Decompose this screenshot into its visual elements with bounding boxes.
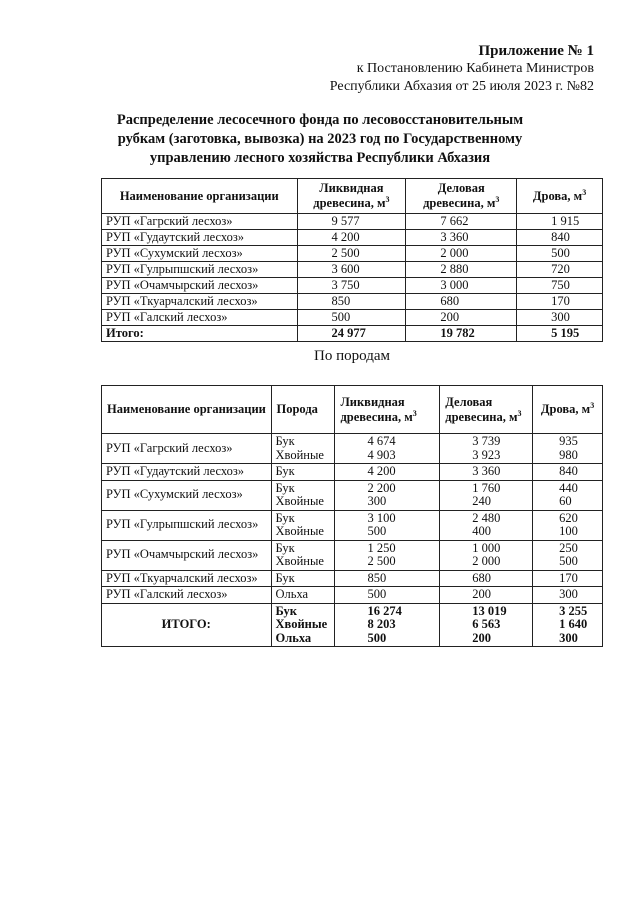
total-liquid-value: 8 203 [367,617,396,631]
species-cell [271,480,335,510]
appendix-header [330,42,594,96]
table-row [102,310,603,326]
species-cell [271,464,335,481]
liquid-cell [335,540,440,570]
business-cell-value: 2 000 [472,554,501,568]
liquid-cell [335,464,440,481]
header-species: Порода [271,386,335,434]
org-cell: РУП «Ткуарчалский лесхоз» [102,294,298,310]
business-cell [440,540,533,570]
species-cell-value: Бук [275,434,295,448]
species-cell-value: Бук [275,464,295,478]
appendix-title: Приложение № 1 [478,43,594,59]
liquid-cell: 500 [297,310,406,326]
liquid-cell-value: 500 [367,524,387,538]
species-cell [271,587,335,604]
org-cell: РУП «Гудаутский лесхоз» [102,230,298,246]
firewood-cell [533,570,603,587]
business-cell: 3 000 [406,278,517,294]
liquid-cell-value: 4 200 [367,464,396,478]
firewood-cell: 500 [517,246,603,262]
table-row [102,294,603,310]
total-business: 19 782 [406,326,517,342]
liquid-cell-value: 2 200 [367,480,396,495]
business-cell: 2 000 [406,246,517,262]
business-cell [440,480,533,510]
table-row [102,570,603,587]
firewood-cell-value: 440 [559,480,578,495]
table-row [102,434,603,464]
org-cell: РУП «Гулрыпшский лесхоз» [102,510,272,540]
business-cell: 2 880 [406,262,517,278]
header-business: Деловая древесина, $м^3$ [440,386,533,434]
firewood-cell-value: 170 [559,570,578,585]
liquid-cell: 3 750 [297,278,406,294]
document-title-line-3: управлению лесного хозяйства Республики Абхазия [149,150,491,166]
firewood-cell-value: 980 [559,447,578,462]
liquid-cell: 4 200 [297,230,406,246]
species-cell-value: Хвойные [275,554,324,568]
liquid-cell [335,570,440,587]
business-cell-value: 680 [472,570,492,585]
total-liquid [335,603,440,647]
species-cell-value: Ольха [275,587,309,601]
firewood-cell-value: 100 [559,524,578,538]
species-cell-value: Хвойные [275,524,324,538]
business-cell: 200 [406,310,517,326]
firewood-cell-value: 500 [559,554,578,568]
total-label: ИТОГО: [102,603,272,647]
liquid-cell-value: 4 903 [367,447,396,462]
total-species [271,603,335,647]
org-cell: РУП «Очамчырский лесхоз» [102,278,298,294]
header-liquid: Ликвидная древесина, $м^3$ [335,386,440,434]
total-species-value: Хвойные [275,617,328,631]
table-row [102,278,603,294]
firewood-cell [533,540,603,570]
firewood-cell: 840 [517,230,603,246]
species-cell-value: Бук [275,510,295,525]
table-row [102,587,603,604]
liquid-cell [335,480,440,510]
total-business-value: 13 019 [472,603,507,618]
business-cell [440,434,533,464]
business-cell [440,464,533,481]
header-org: Наименование организации [102,386,272,434]
firewood-cell: 170 [517,294,603,310]
firewood-cell: 300 [517,310,603,326]
business-cell: 3 360 [406,230,517,246]
firewood-cell-value: 60 [559,494,572,508]
org-cell: РУП «Очамчырский лесхоз» [102,540,272,570]
document-title [60,111,580,168]
business-cell-value: 2 480 [472,510,501,525]
firewood-cell: 720 [517,262,603,278]
table-row [102,510,603,540]
firewood-cell: 1 915 [517,214,603,230]
org-cell: РУП «Сухумский лесхоз» [102,480,272,510]
header-liquid: Ликвидная древесина, $м^3$ [297,179,406,214]
total-firewood: 5 195 [517,326,603,342]
business-cell-value: 1 760 [472,480,501,495]
species-cell [271,540,335,570]
total-business-value: 6 563 [472,617,501,631]
org-cell: РУП «Ткуарчалский лесхоз» [102,570,272,587]
species-cell [271,510,335,540]
business-cell [440,510,533,540]
table-row [102,262,603,278]
section-subtitle: По породам [314,348,390,364]
total-firewood-value: 3 255 [559,603,588,618]
total-liquid-value: 16 274 [367,603,402,618]
liquid-cell-value: 2 500 [367,554,396,568]
species-cell-value: Хвойные [275,494,324,508]
firewood-cell [533,480,603,510]
document-title-line-2: рубкам (заготовка, вывозка) на 2023 год по Государственному [117,131,523,147]
total-label: Итого: [102,326,298,342]
business-cell: 7 662 [406,214,517,230]
business-cell-value: 3 923 [472,447,501,462]
firewood-cell [533,464,603,481]
liquid-cell-value: 3 100 [367,510,396,525]
firewood-cell-value: 620 [559,510,578,525]
table-row [102,214,603,230]
liquid-cell: 3 600 [297,262,406,278]
appendix-line-1: к Постановлению Кабинета Министров [356,61,594,76]
total-row [102,603,603,647]
business-cell-value: 3 739 [472,434,501,448]
total-species-value: Бук [275,603,297,618]
distribution-table [101,178,603,342]
table-header-row [102,179,603,214]
business-cell-value: 1 000 [472,540,501,555]
species-table [101,385,603,647]
firewood-cell [533,434,603,464]
liquid-cell: 2 500 [297,246,406,262]
species-cell-value: Бук [275,480,295,495]
total-business-value: 200 [472,630,492,645]
header-firewood: Дрова, $м^3$ [517,179,603,214]
firewood-cell [533,510,603,540]
header-firewood: Дрова, $м^3$ [533,386,603,434]
table-row [102,230,603,246]
firewood-cell-value: 250 [559,540,578,555]
table-row [102,464,603,481]
species-cell-value: Бук [275,540,295,555]
total-business [440,603,533,647]
table-row [102,246,603,262]
header-org: Наименование организации [102,179,298,214]
firewood-cell-value: 300 [559,587,578,601]
total-row [102,326,603,342]
org-cell: РУП «Галский лесхоз» [102,310,298,326]
firewood-cell-value: 840 [559,464,578,478]
species-cell-value: Хвойные [275,447,324,462]
business-cell-value: 400 [472,524,492,538]
species-cell [271,434,335,464]
business-cell-value: 200 [472,587,492,601]
business-cell [440,570,533,587]
business-cell-value: 3 360 [472,464,501,478]
table-header-row [102,386,603,434]
liquid-cell-value: 1 250 [367,540,396,555]
business-cell: 680 [406,294,517,310]
species-cell-value: Бук [275,570,295,585]
appendix-line-2: Республики Абхазия от 25 июля 2023 г. №82 [329,79,594,94]
liquid-cell: 850 [297,294,406,310]
firewood-cell [533,587,603,604]
total-liquid-value: 500 [367,630,387,645]
total-firewood [533,603,603,647]
total-firewood-value: 300 [559,630,578,645]
org-cell: РУП «Сухумский лесхоз» [102,246,298,262]
business-cell [440,587,533,604]
total-liquid: 24 977 [297,326,406,342]
org-cell: РУП «Галский лесхоз» [102,587,272,604]
header-business: Деловая древесина, $м^3$ [406,179,517,214]
firewood-cell-value: 935 [559,434,578,448]
business-cell-value: 240 [472,494,492,508]
liquid-cell [335,510,440,540]
species-cell [271,570,335,587]
liquid-cell [335,434,440,464]
table-row [102,540,603,570]
total-firewood-value: 1 640 [559,617,588,631]
document-title-line-1: Распределение лесосечного фонда по лесовосстановительным [116,112,524,128]
liquid-cell-value: 300 [367,494,387,508]
liquid-cell-value: 850 [367,570,387,585]
liquid-cell [335,587,440,604]
liquid-cell-value: 4 674 [367,434,396,448]
table-row [102,480,603,510]
org-cell: РУП «Гагрский лесхоз» [102,214,298,230]
total-species-value: Ольха [275,630,312,645]
firewood-cell: 750 [517,278,603,294]
org-cell: РУП «Гагрский лесхоз» [102,434,272,464]
liquid-cell-value: 500 [367,587,387,601]
org-cell: РУП «Гулрыпшский лесхоз» [102,262,298,278]
liquid-cell: 9 577 [297,214,406,230]
org-cell: РУП «Гудаутский лесхоз» [102,464,272,481]
